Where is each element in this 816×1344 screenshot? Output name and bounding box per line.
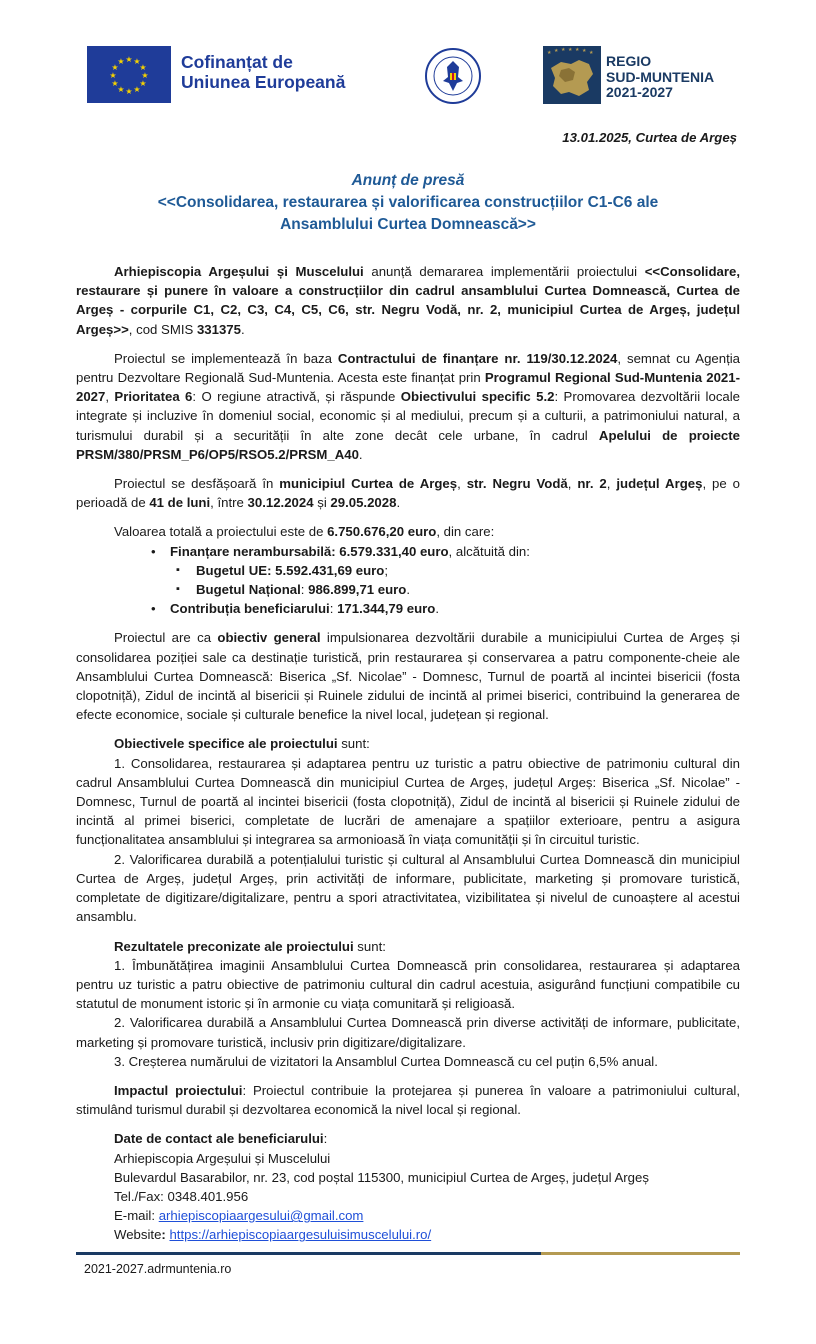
contact-address: Bulevardul Basarabilor, nr. 23, cod poștal 115300, municipiul Curtea de Argeș, județul Argeș — [114, 1169, 649, 1185]
title-line1: Anunț de presă — [351, 172, 465, 189]
footer-divider — [76, 1252, 740, 1255]
contact-phone: Tel./Fax: 0348.401.956 — [114, 1188, 249, 1204]
eu-text-line2: Uniunea Europeană — [181, 72, 346, 92]
romanian-government-seal-icon — [424, 47, 482, 105]
list-item: • Contribuția beneficiarului: 171.344,79 euro. — [170, 599, 740, 618]
svg-text:★: ★ — [554, 48, 559, 54]
financing-paragraph: Proiectul se implementează în baza Contractului de finanțare nr. 119/30.12.2024, semnat cu Agenția pentru Dezvoltare Regională Sud-Muntenia. Acesta este finanțat prin Programul Regional Sud-Muntenia 2021-2027, Prioritatea 6: O regiune atractivă, și răspunde Obiectivului specific 5.2: Promovarea dezvoltării locale integrate și incluzive în domeniul social, economic și al mediului, precum și a culturii, a patrimoniului natural, a turismului durabil și a securității în alte zone decât cele urbane, în cadrul Apelului de proiecte PRSM/380/PRSM_P6/OP5/RSO5.2/PRSM_A40. — [76, 350, 741, 462]
intro-paragraph: Arhiepiscopia Argeșului și Muscelului anunță demararea implementării proiectului <<Consolidare, restaurare și punere în valoare a construcțiilor din cadrul ansamblului Curtea Domnească, Curtea de Argeș - corpurile C1, C2, C3, C4, C5, C6, str. Negru Vodă, nr. 2, municipiul Curtea de Argeș, județul Argeș>>, cod SMIS 331375. — [76, 264, 740, 337]
contact-website-row: Website: https://arhiepiscopiaargesuluisimuscelului.ro/ — [114, 1227, 432, 1243]
list-item: ▪ Bugetul UE: 5.592.431,69 euro; — [196, 561, 740, 580]
svg-text:★: ★ — [139, 63, 147, 72]
budget-sublist — [170, 561, 740, 599]
website-link[interactable]: https://arhiepiscopiaargesuluisimuscelului.ro/ — [169, 1227, 432, 1243]
title-line2: <<Consolidarea, restaurarea și valorificarea construcțiilor C1-C6 ale — [157, 194, 659, 211]
specific-objectives-heading: Obiectivele specifice ale proiectului sunt: — [114, 736, 370, 752]
list-item: • Finanțare nerambursabilă: 6.579.331,40 euro, alcătuită din: ▪ Bugetul UE: 5.592.431,69 euro; ▪ Bugetul Național: 986.899,71 euro. — [170, 542, 740, 600]
contact-email-row: E-mail: arhiepiscopiaargesului@gmail.com — [114, 1208, 364, 1224]
svg-text:★: ★ — [568, 47, 573, 53]
svg-text:★: ★ — [582, 48, 587, 54]
results-heading: Rezultatele preconizate ale proiectului sunt: — [114, 938, 386, 954]
regio-line3: 2021-2027 — [606, 84, 673, 100]
svg-text:★: ★ — [133, 85, 141, 94]
contact-organization: Arhiepiscopia Argeșului și Muscelului — [114, 1150, 331, 1166]
specific-objective-2: 2. Valorificarea durabilă a potențialului turistic și cultural al Ansamblului Curtea Domnească din municipiul Curtea de Argeș, județul Argeș, prin activități de informare, publicitate, marketing și promovare turistică, completate de digitizare/digitalizare, pentru a spori atractivitatea, vizibilitatea și nivelul de cunoaștere al acestui ansamblu. — [76, 851, 740, 925]
regio-map-logo-icon — [543, 46, 601, 104]
title-line3: Ansamblului Curtea Domnească>> — [280, 216, 536, 233]
svg-text:★: ★ — [547, 50, 552, 56]
result-3: 3. Creșterea numărului de vizitatori la Ansamblul Curtea Domnească cu cel puțin 6,5% anual. — [114, 1053, 658, 1069]
total-value-paragraph: Valoarea totală a proiectului este de 6.750.676,20 euro, din care: — [114, 524, 495, 540]
svg-text:★: ★ — [589, 50, 594, 56]
document-date: 13.01.2025, Curtea de Argeș — [562, 130, 737, 145]
svg-text:★: ★ — [139, 79, 147, 88]
svg-text:★: ★ — [125, 55, 133, 64]
regio-line2: SUD-MUNTENIA — [606, 68, 715, 85]
eu-flag-icon — [87, 46, 171, 103]
result-1: 1. Îmbunătățirea imaginii Ansamblului Curtea Domnească prin consolidarea, restaurarea și adaptarea pentru uz turistic a patru obiective de patrimoniu cultural din cadrul acestuia, asigurând funcțiuni compatibile cu statutul de monument istoric și în armonie cu viața comunitară și religioasă. — [76, 957, 740, 1012]
svg-text:★: ★ — [109, 71, 117, 80]
svg-text:★: ★ — [141, 71, 149, 80]
svg-text:★: ★ — [111, 63, 119, 72]
header — [0, 44, 816, 108]
general-objective-paragraph: Proiectul are ca obiectiv general impulsionarea dezvoltării durabile a municipiului Curtea de Argeș și consolidarea poziției sale ca destinație turistică, prin restaurarea și conservarea a patru componente-cheie ale Ansamblului Curtea Domnească: Biserica „Sf. Nicolae” - Domnesc, Turnul de poartă al incintei bisericii (fosta clopotniță), Zidul de incintă al bisericii și Ruinele zidului de incintă al primei biserici, contribuind la generarea de efecte economice, sociale și culturale benefice la nivel local, județean și regional. — [76, 630, 740, 723]
svg-text:★: ★ — [111, 79, 119, 88]
regio-line1: REGIO — [606, 53, 652, 69]
email-link[interactable]: arhiepiscopiaargesului@gmail.com — [158, 1208, 364, 1224]
eu-text-line1: Cofinanțat de — [181, 52, 293, 72]
document-body — [76, 262, 740, 1245]
eu-cofinancing-label — [181, 52, 345, 92]
impact-paragraph: Impactul proiectului: Proiectul contribuie la protejarea și punerea în valoare a patrimoniului cultural, stimulând turismul durabil și dezvoltarea economică la nivel local și regional. — [76, 1082, 740, 1118]
svg-text:★: ★ — [125, 87, 133, 96]
contact-block — [76, 1129, 740, 1244]
svg-text:★: ★ — [117, 85, 125, 94]
budget-list — [76, 542, 740, 619]
contact-heading: Date de contact ale beneficiarului: — [114, 1131, 328, 1147]
press-release-title — [0, 170, 816, 236]
svg-text:★: ★ — [133, 57, 141, 66]
regio-label — [606, 54, 714, 101]
result-2: 2. Valorificarea durabilă a Ansamblului Curtea Domnească prin diverse activități de informare, publicitate, marketing și promovare turistică, inclusiv prin digitizare/digitalizare. — [76, 1015, 740, 1050]
specific-objective-1: 1. Consolidarea, restaurarea și adaptarea pentru uz turistic a patru obiective de patrimoniu cultural din cadrul Ansamblului Curtea Domnească din municipiul Curtea de Argeș, județul Argeș: Biserica „Sf. Nicolae” - Domnesc, Turnul de poartă al incintei bisericii (fosta clopotniță), Zidul de incintă al bisericii și Ruinele zidului de incintă al primei biserici, completate de lucrări de amenajare a spațiilor exterioare, pentru a asigura funcționalitatea ansamblului și integrarea sa armonioasă în viața comunității și în circuitul turistic. — [76, 755, 740, 848]
footer-url: 2021-2027.adrmuntenia.ro — [84, 1262, 232, 1276]
list-item: ▪ Bugetul Național: 986.899,71 euro. — [196, 580, 740, 599]
svg-text:★: ★ — [561, 47, 566, 53]
svg-text:★: ★ — [575, 47, 580, 53]
location-paragraph: Proiectul se desfășoară în municipiul Curtea de Argeș, str. Negru Vodă, nr. 2, județul Argeș, pe o perioadă de 41 de luni, între 30.12.2024 și 29.05.2028. — [76, 476, 740, 511]
svg-text:★: ★ — [117, 57, 125, 66]
